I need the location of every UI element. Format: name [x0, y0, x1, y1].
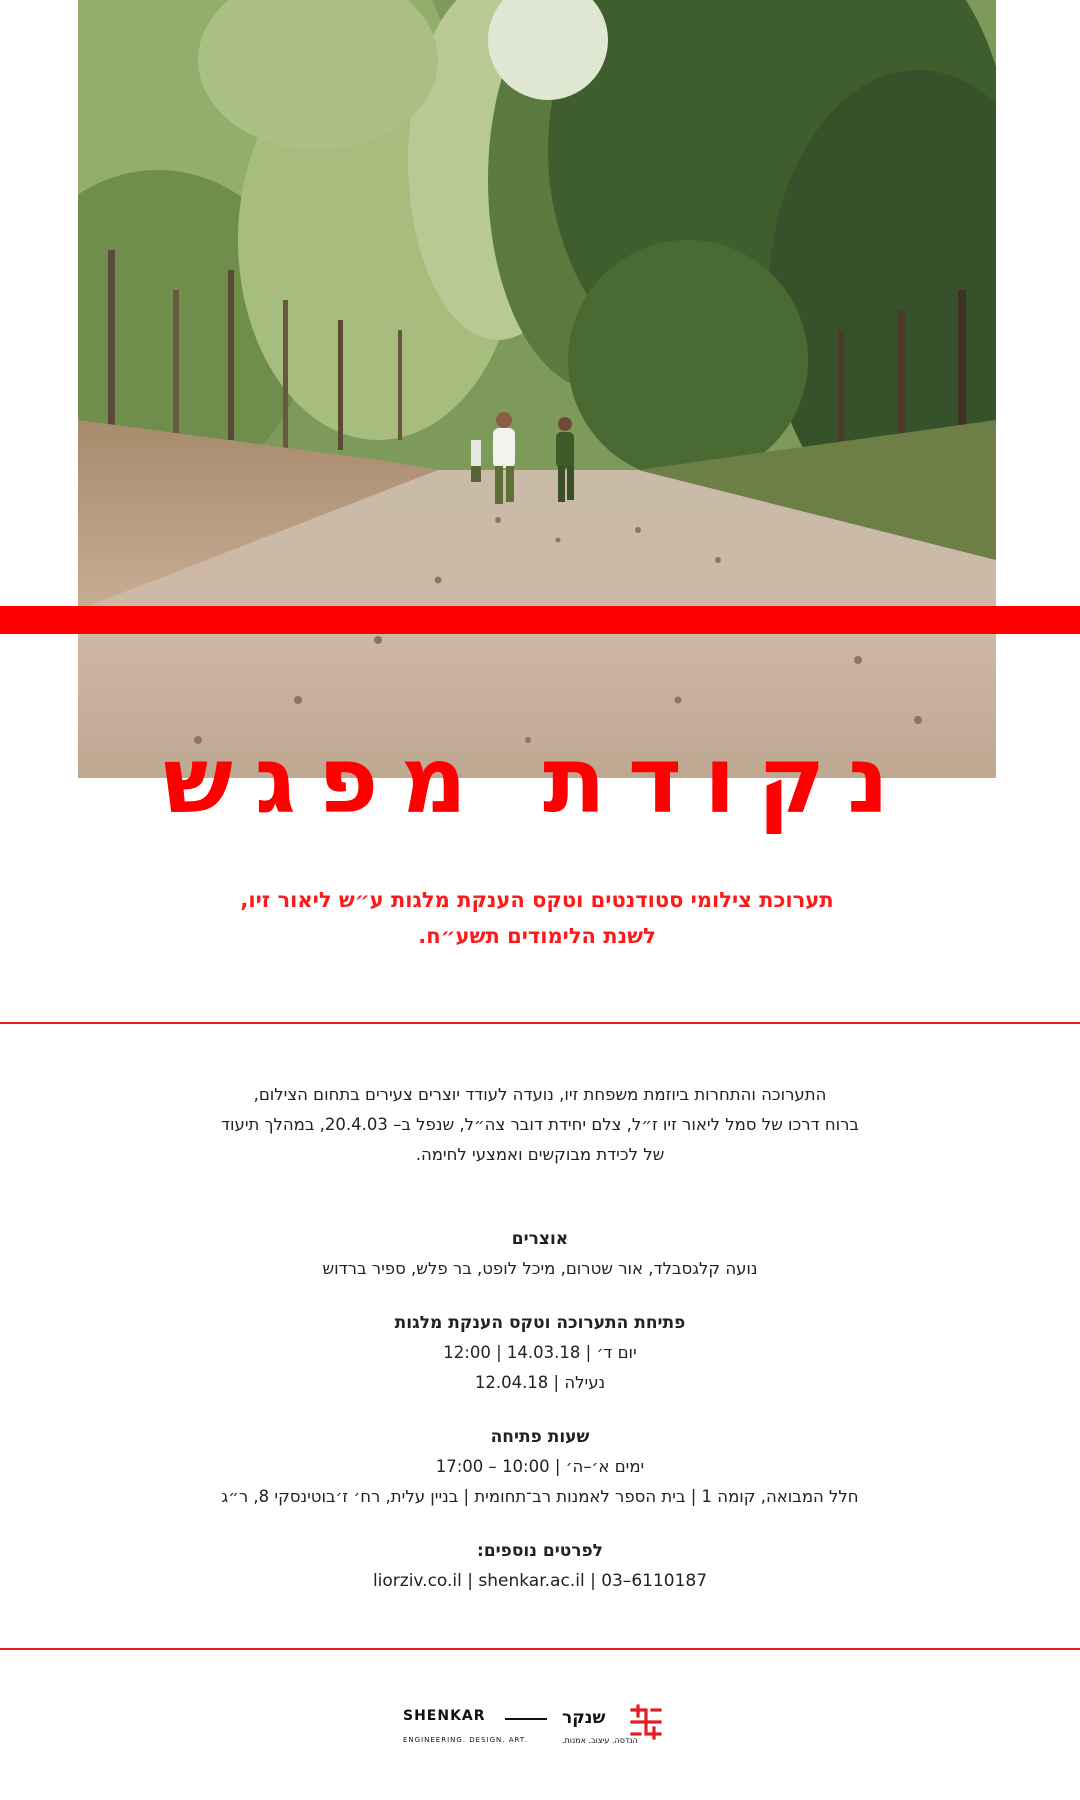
shenkar-name-he: שנקר: [562, 1708, 606, 1728]
subtitle-line-1: תערוכת צילומי סטודנטים וטקס הענקת מלגות ע״ש ליאור זיו,: [240, 888, 834, 912]
contact-links[interactable]: liorziv.co.il | shenkar.ac.il | 03–6110187: [372, 1571, 708, 1591]
footer-logo: [0, 1690, 1080, 1760]
shenkar-logo-icon: [626, 1702, 666, 1742]
intro-line-3: של לכידת מבוקשים ואמצעי לחימה.: [415, 1145, 665, 1164]
forest-path-photo: [78, 0, 996, 778]
subtitle: [78, 882, 996, 954]
red-stripe: [0, 606, 1080, 634]
hours-heading: שעות פתיחה: [490, 1427, 590, 1447]
subtitle-line-2: לשנת הלימודים תשע״ח.: [418, 924, 656, 948]
shenkar-tagline-he: הנדסה. עיצוב. אמנות.: [562, 1736, 638, 1745]
curators-heading: אוצרים: [511, 1229, 569, 1249]
details-heading: לפרטים נוספים:: [477, 1541, 603, 1561]
top-divider: [0, 1022, 1080, 1024]
curators-names: נועה קלגסבלד, אור שטרום, מיכל לופט, בר פלש, ספיר ברדוש: [322, 1259, 758, 1278]
intro-line-2: ברוח דרכו של סמל ליאור זיו ז״ל, צלם יחידת דובר צה״ל, שנפל ב– 20.4.03, במהלך תיעוד: [221, 1115, 859, 1134]
shenkar-name-en: SHENKAR: [403, 1708, 486, 1724]
hours-location: חלל המבואה, קומה 1 | בית הספר לאמנות רב־תחומית | בניין עלית, רח׳ ז׳בוטינסקי 8, ר״ג: [221, 1487, 859, 1506]
page-title: נקודת מפגש: [163, 727, 911, 834]
logo-divider: [505, 1718, 547, 1720]
bottom-divider: [0, 1648, 1080, 1650]
opening-date: יום ד׳ | 14.03.18 | 12:00: [443, 1343, 637, 1362]
hours-days: ימים א׳–ה׳ | 10:00 – 17:00: [435, 1457, 645, 1476]
intro-paragraph: [120, 1080, 960, 1170]
hero-photo: [78, 0, 996, 778]
shenkar-tagline-en: ENGINEERING. DESIGN. ART.: [403, 1736, 528, 1744]
closing-date: נעילה | 12.04.18: [474, 1373, 606, 1392]
intro-line-1: התערוכה והתחרות ביוזמת משפחת זיו, נועדה לעודד יוצרים צעירים בתחום הצילום,: [253, 1085, 827, 1104]
event-details: [120, 1080, 960, 1596]
opening-heading: פתיחת התערוכה וטקס הענקת מלגות: [394, 1313, 686, 1333]
